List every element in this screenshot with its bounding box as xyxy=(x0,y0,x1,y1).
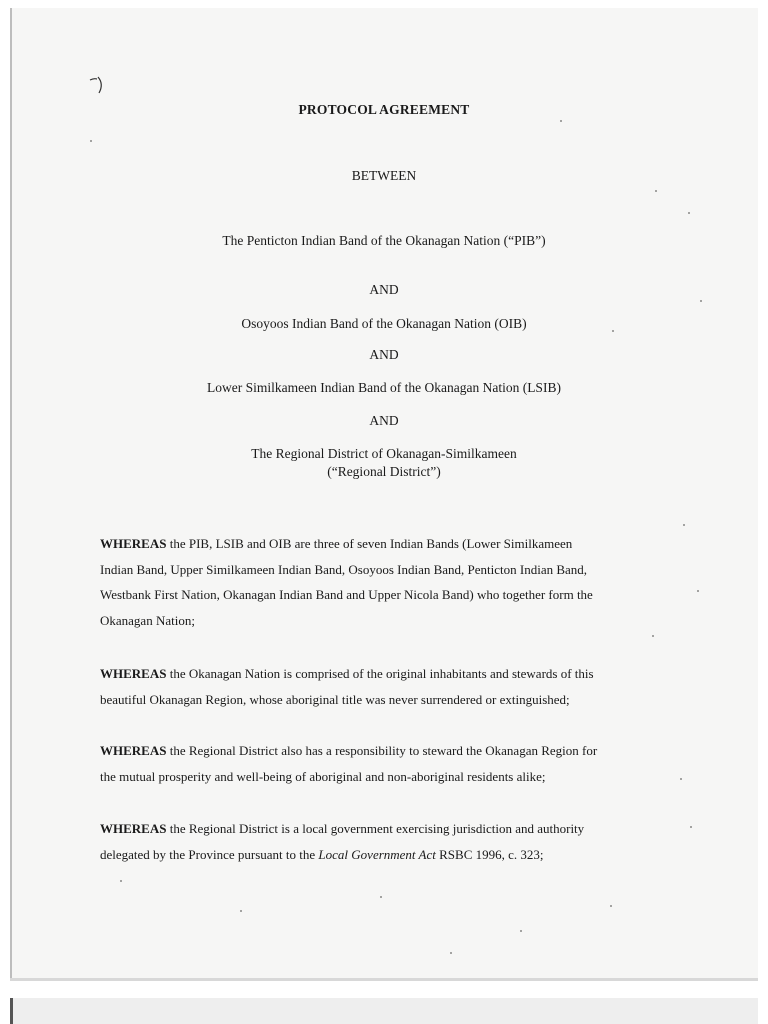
whereas-clause xyxy=(100,816,672,867)
and-label: AND xyxy=(369,282,399,297)
scan-speck xyxy=(450,952,452,954)
scan-speck xyxy=(612,330,614,332)
scan-speck xyxy=(652,635,654,637)
whereas-keyword: WHEREAS xyxy=(100,536,167,551)
party-regional-district-name: The Regional District of Okanagan-Similkameen xyxy=(251,446,517,461)
scan-speck xyxy=(655,190,657,192)
scan-mark-icon xyxy=(88,74,106,96)
act-name: Local Government Act xyxy=(318,846,436,862)
scan-speck xyxy=(700,300,702,302)
party-osoyoos: Osoyoos Indian Band of the Okanagan Nation (OIB) xyxy=(241,316,527,331)
clause-line: WHEREAS the PIB, LSIB and OIB are three of seven Indian Bands (Lower Similkameen xyxy=(100,536,573,551)
scan-speck xyxy=(697,590,699,592)
clause-line: delegated by the Province pursuant to the Local Government Act RSBC 1996, c. 323; xyxy=(100,846,544,862)
whereas-keyword: WHEREAS xyxy=(100,666,167,681)
scan-speck xyxy=(688,212,690,214)
clause-line: beautiful Okanagan Region, whose aboriginal title was never surrendered or extinguished; xyxy=(100,691,570,707)
clause-line: Okanagan Nation; xyxy=(100,612,195,628)
page-edge xyxy=(10,978,758,981)
scan-speck xyxy=(90,140,92,142)
scan-speck xyxy=(690,826,692,828)
whereas-clause xyxy=(100,531,672,633)
scan-speck xyxy=(120,880,122,882)
party-penticton: The Penticton Indian Band of the Okanagan Nation (“PIB”) xyxy=(222,233,546,248)
whereas-clause xyxy=(100,661,672,712)
whereas-keyword: WHEREAS xyxy=(100,821,167,836)
scan-speck xyxy=(680,778,682,780)
and-label: AND xyxy=(369,413,399,428)
and-label: AND xyxy=(369,347,399,362)
scan-speck xyxy=(683,524,685,526)
next-page-edge xyxy=(10,998,758,1024)
clause-line: WHEREAS the Regional District is a local government exercising jurisdiction and authority xyxy=(100,821,585,836)
whereas-keyword: WHEREAS xyxy=(100,743,167,758)
scan-speck xyxy=(240,910,242,912)
scan-speck xyxy=(520,930,522,932)
clause-line: WHEREAS the Regional District also has a responsibility to steward the Okanagan Region for xyxy=(100,743,598,758)
document-title: PROTOCOL AGREEMENT xyxy=(298,102,470,117)
clause-line: the mutual prosperity and well-being of aboriginal and non-aboriginal residents alike; xyxy=(100,768,546,784)
scan-speck xyxy=(560,120,562,122)
party-regional-district xyxy=(0,445,768,481)
clause-line: Indian Band, Upper Similkameen Indian Band, Osoyoos Indian Band, Penticton Indian Band, xyxy=(100,561,588,577)
between-label: BETWEEN xyxy=(351,168,417,183)
party-lower-similkameen: Lower Similkameen Indian Band of the Okanagan Nation (LSIB) xyxy=(207,380,561,395)
scan-speck xyxy=(610,905,612,907)
clause-line: WHEREAS the Okanagan Nation is comprised of the original inhabitants and stewards of this xyxy=(100,666,594,681)
whereas-clause xyxy=(100,738,672,789)
clause-line: Westbank First Nation, Okanagan Indian Band and Upper Nicola Band) who together form the xyxy=(100,587,593,602)
scan-speck xyxy=(380,896,382,898)
party-regional-district-short: (“Regional District”) xyxy=(327,464,441,479)
